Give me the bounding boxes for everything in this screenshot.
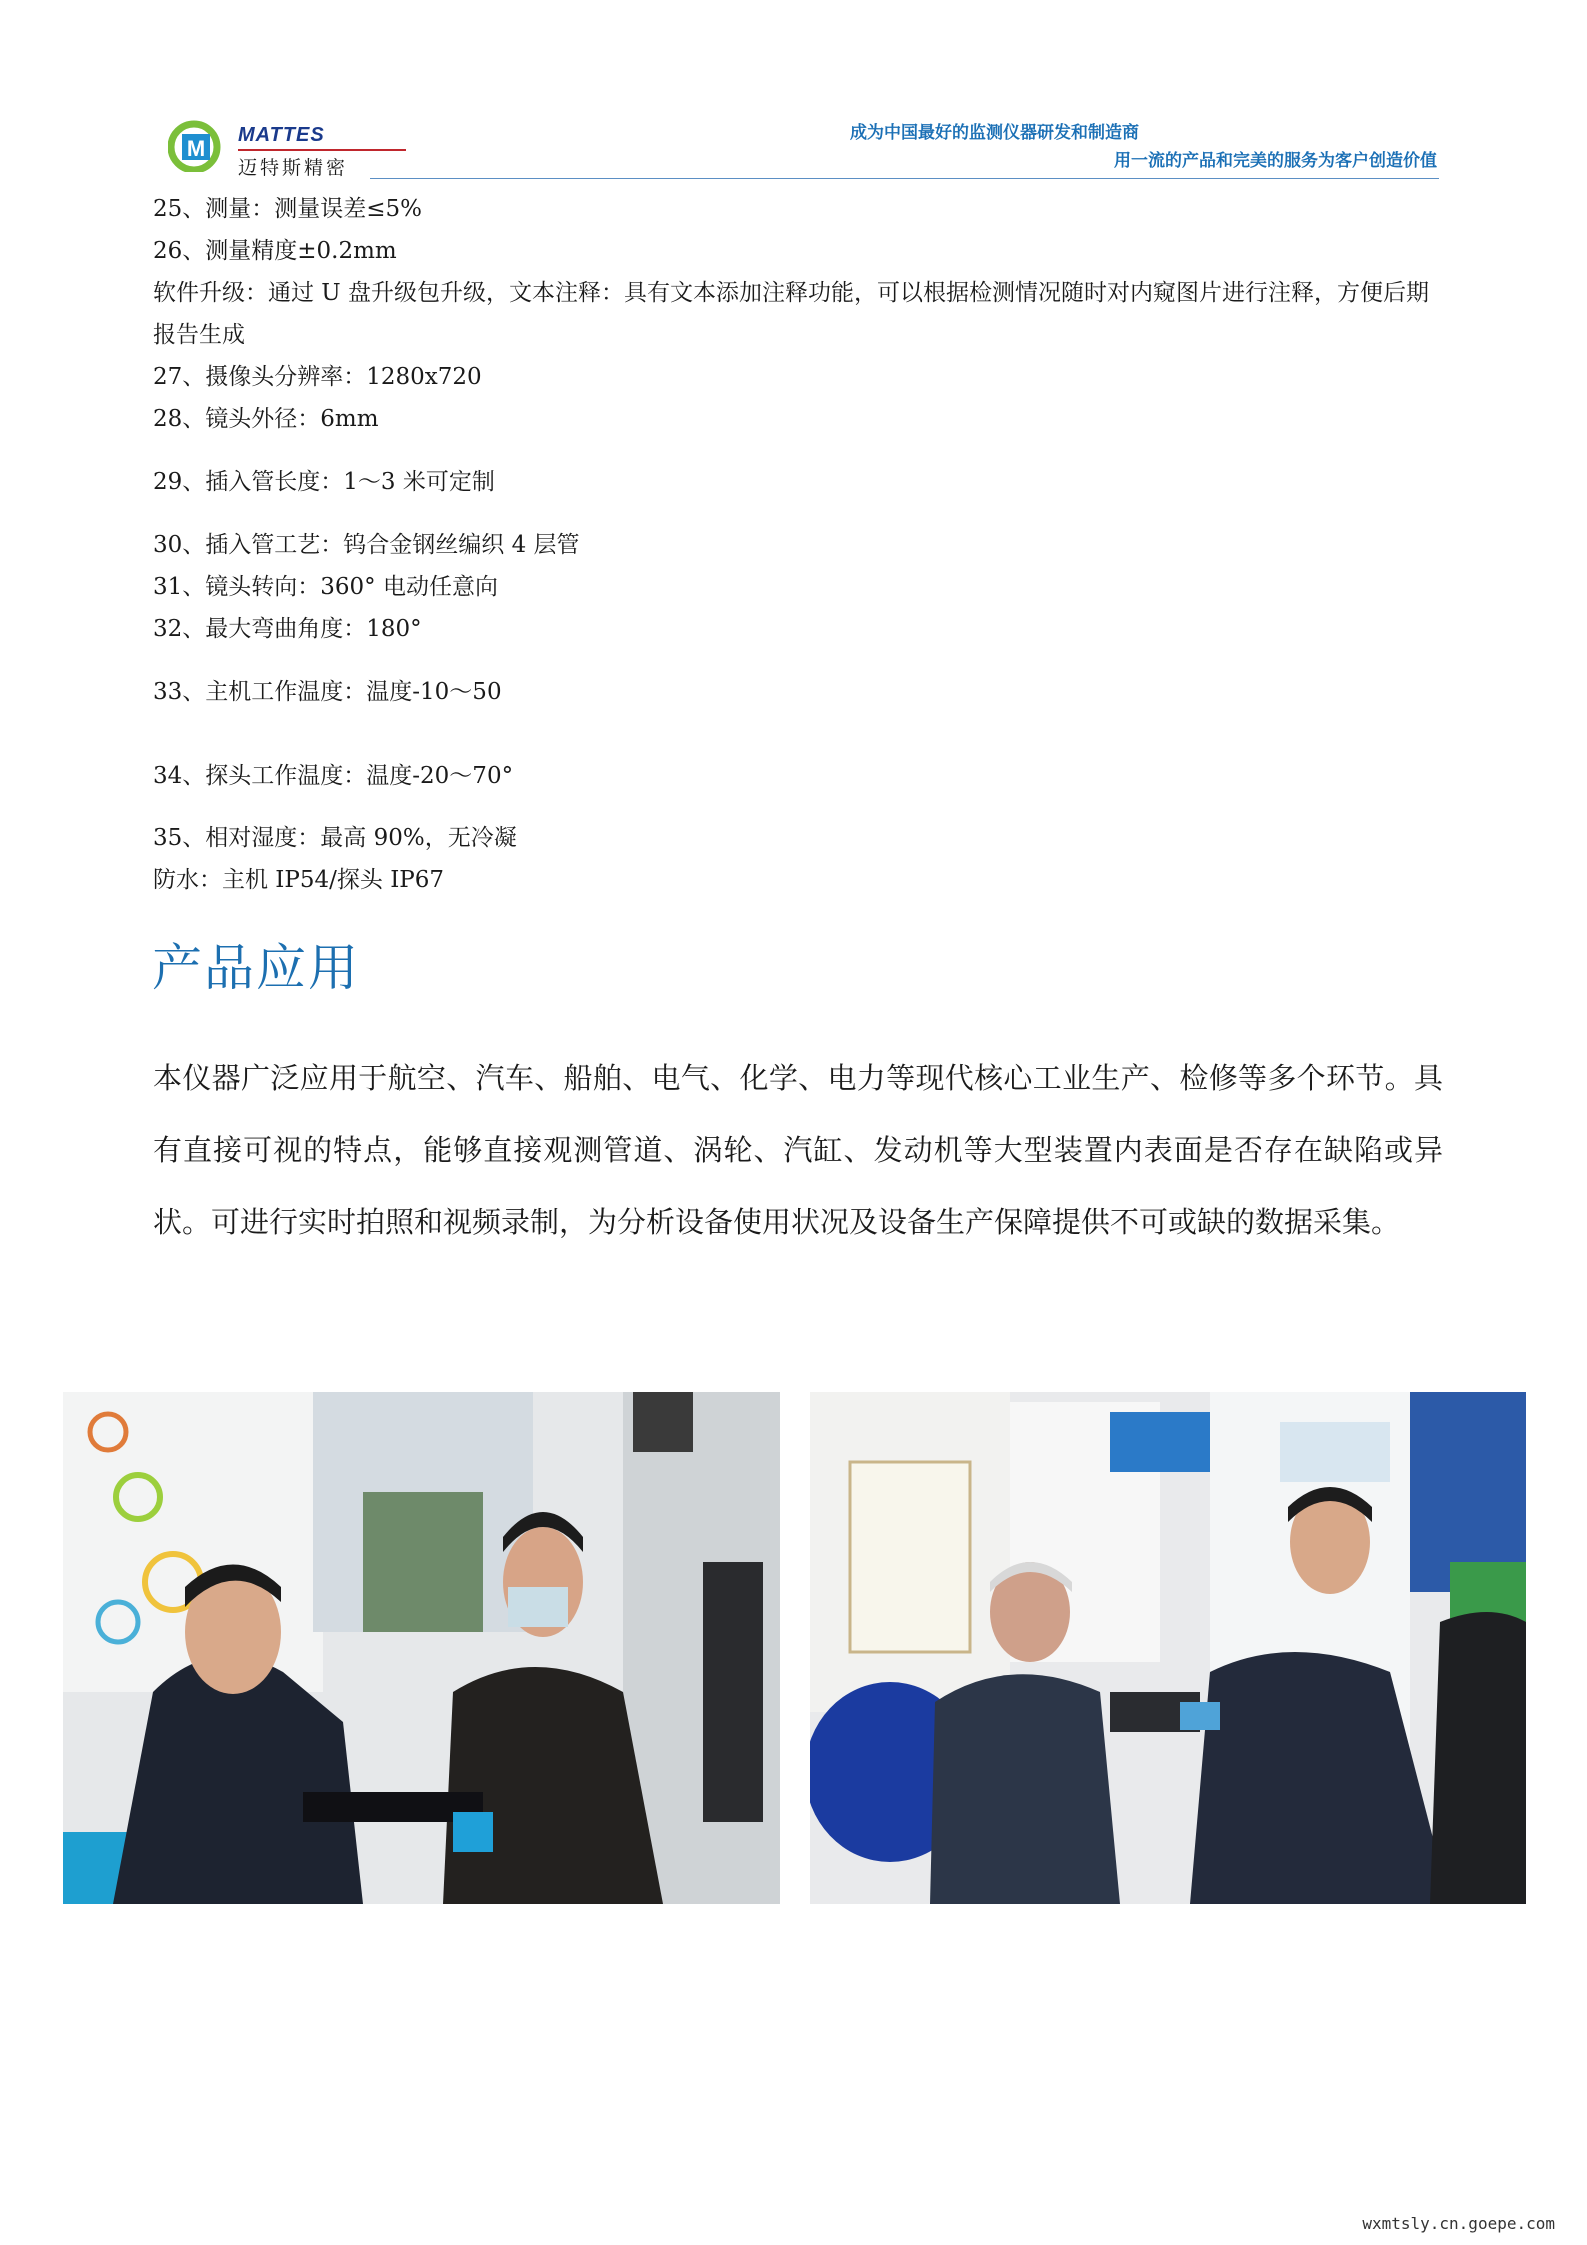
logo-underline: [238, 149, 406, 151]
spec-item: 33、主机工作温度：温度-10～50: [153, 679, 502, 705]
spec-item: 软件升级：通过 U 盘升级包升级，文本注释：具有文本添加注释功能，可以根据检测情况随时对内窥图片进行注释，方便后期报告生成: [153, 280, 1430, 348]
spec-item: 27、摄像头分辨率：1280x720: [153, 364, 482, 390]
logo-chinese-name: 迈特斯精密: [238, 157, 349, 179]
header-slogan-2: 用一流的产品和完美的服务为客户创造价值: [1114, 151, 1437, 171]
footer-url: wxmtsly.cn.goepe.com: [1362, 2214, 1555, 2233]
header-divider: [370, 178, 1439, 179]
section-title: 产品应用: [152, 939, 360, 997]
spec-item: 防水：主机 IP54/探头 IP67: [153, 867, 445, 893]
svg-text:M: M: [186, 136, 206, 161]
company-logo: [168, 116, 368, 179]
spec-item: 32、最大弯曲角度：180°: [153, 616, 422, 642]
exhibition-photo-1: [63, 1392, 780, 1904]
exhibition-photo-2: [810, 1392, 1526, 1904]
spec-item: 34、探头工作温度：温度-20～70°: [153, 763, 514, 789]
page-header: [0, 0, 1587, 180]
spec-item: 29、插入管长度：1～3 米可定制: [153, 469, 495, 495]
intro-paragraph: 本仪器广泛应用于航空、汽车、船舶、电气、化学、电力等现代核心工业生产、检修等多个环节。具有直接可视的特点，能够直接观测管道、涡轮、汽缸、发动机等大型装置内表面是否存在缺陷或异状。可进行实时拍照和视频录制，为分析设备使用状况及设备生产保障提供不可或缺的数据采集。: [153, 1061, 1443, 1239]
logo-mark-icon: [168, 120, 222, 172]
spec-item: 30、插入管工艺：钨合金钢丝编织 4 层管: [153, 532, 580, 558]
spec-item: 31、镜头转向：360° 电动任意向: [153, 574, 498, 600]
spec-item: 28、镜头外径：6mm: [153, 406, 379, 432]
logo-name: MATTES: [238, 124, 325, 146]
spec-item: 35、相对湿度：最高 90%，无冷凝: [153, 825, 517, 851]
spec-item: 25、测量：测量误差≤5%: [153, 196, 423, 222]
spec-item: 26、测量精度±0.2mm: [153, 238, 397, 264]
header-slogan-1: 成为中国最好的监测仪器研发和制造商: [850, 123, 1139, 143]
